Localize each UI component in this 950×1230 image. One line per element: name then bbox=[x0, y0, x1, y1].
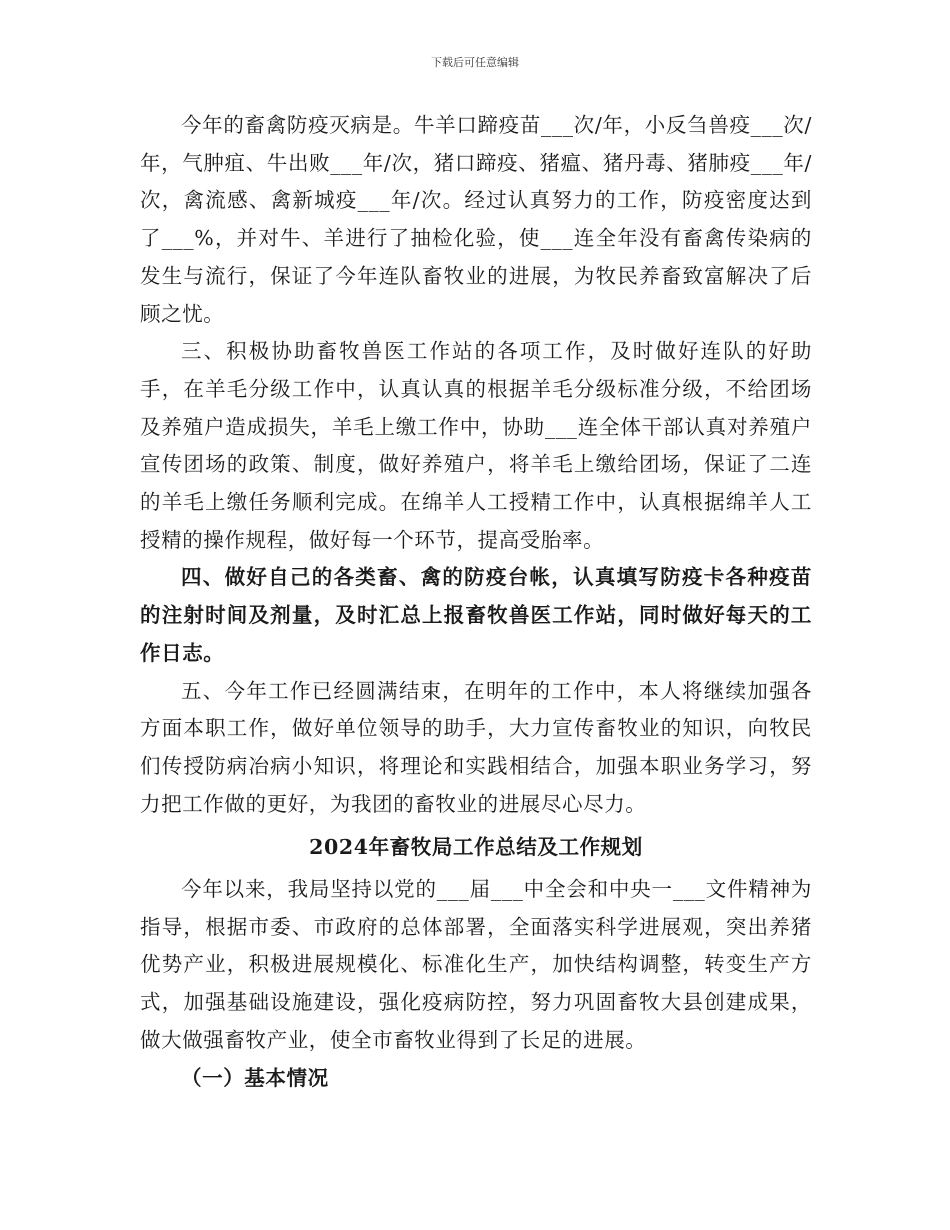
paragraph-section-four: 四、做好自己的各类畜、禽的防疫台帐，认真填写防疫卡各种疫苗的注射时间及剂量，及时汇总上报畜牧兽医工作站，同时做好每天的工作日志。 bbox=[140, 565, 812, 665]
paragraph-intro: 今年以来，我局坚持以党的___届___中全会和中央一___文件精神为指导，根据市委、市政府的总体部署，全面落实科学进展观，突出养猪优势产业，积极进展规模化、标准化生产，加快结构调整，转变生产方式，加强基础设施建设，强化疫病防控，努力巩固畜牧大县创建成果，做大做强畜牧产业，使全市畜牧业得到了长足的进展。 bbox=[140, 877, 812, 1052]
subheading-basic-situation: （一）基本情况 bbox=[181, 1065, 329, 1090]
header-note: 下载后可任意编辑 bbox=[431, 56, 519, 69]
paragraph-section-three: 三、积极协助畜牧兽医工作站的各项工作，及时做好连队的好助手，在羊毛分级工作中，认真认真的根据羊毛分级标准分级，不给团场及养殖户造成损失，羊毛上缴工作中，协助___连全体干部认真对养殖户宣传团场的政策、制度，做好养殖户，将羊毛上缴给团场，保证了二连的羊毛上缴任务顺利完成。在绵羊人工授精工作中，认真根据绵羊人工授精的操作规程，做好每一个环节，提高受胎率。 bbox=[140, 339, 812, 552]
paragraph-section-five: 五、今年工作已经圆满结束，在明年的工作中，本人将继续加强各方面本职工作，做好单位领导的助手，大力宣传畜牧业的知识，向牧民们传授防病冶病小知识，将理论和实践相结合，加强本职业务学习，努力把工作做的更好，为我团的畜牧业的进展尽心尽力。 bbox=[140, 678, 812, 816]
document-body bbox=[140, 107, 812, 1097]
paragraph-vaccination: 今年的畜禽防疫灭病是。牛羊口蹄疫苗___次/年，小反刍兽疫___次/年，气肿疽、牛出败___年/次，猪口蹄疫、猪瘟、猪丹毒、猪肺疫___年/次，禽流感、禽新城疫___年/次。经过认真努力的工作，防疫密度达到了___%，并对牛、羊进行了抽检化验，使___连全年没有畜禽传染病的发生与流行，保证了今年连队畜牧业的进展，为牧民养畜致富解决了后顾之忧。 bbox=[140, 113, 812, 326]
section-title: 2024年畜牧局工作总结及工作规划 bbox=[309, 835, 643, 860]
